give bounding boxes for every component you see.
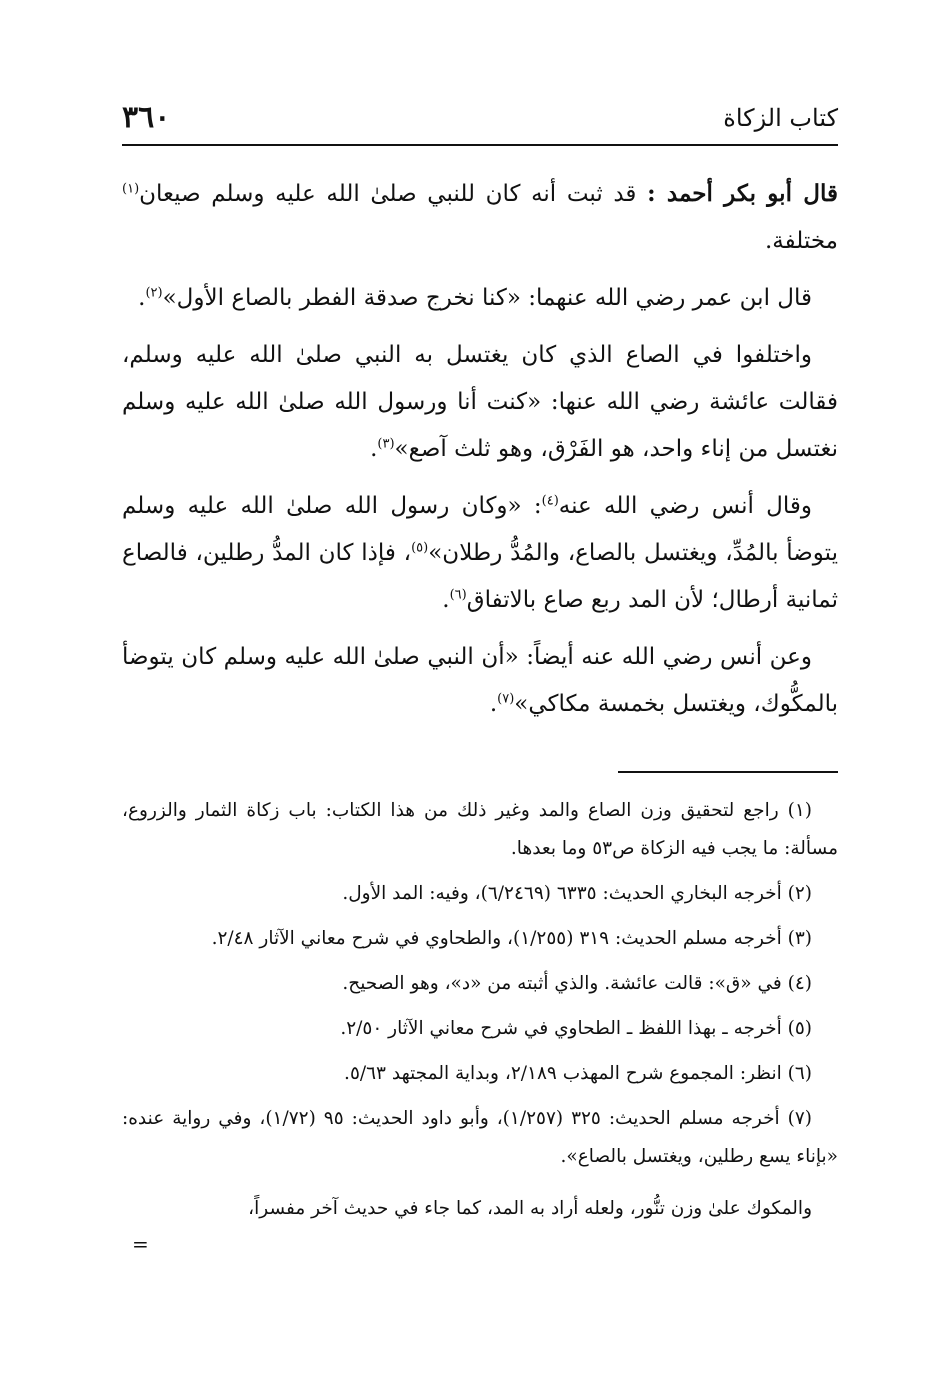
page-header <box>122 100 838 146</box>
footnote-ref-1: (١) <box>122 181 140 197</box>
main-text <box>122 170 838 738</box>
paragraph-5-text: وعن أنس رضي الله عنه أيضاً: «أن النبي صلىٰ الله عليه وسلم كان يتوضأ بالمكُّوك، ويغتسل بخمسة مكاكي» <box>122 644 838 717</box>
footnotes <box>122 792 838 1235</box>
continuation-mark: = <box>132 1232 149 1256</box>
paragraph-4-text-a: وقال أنس رضي الله عنه <box>558 493 812 519</box>
paragraph-5-end: . <box>489 691 498 717</box>
paragraph-3-text: واختلفوا في الصاع الذي كان يغتسل به النبي صلىٰ الله عليه وسلم، فقالت عائشة رضي الله عنها: «كنت أنا ورسول الله صلىٰ الله عليه وسلم نغتسل من إناء واحد، هو الفَرْق، وهو ثلث آصع» <box>122 342 838 462</box>
paragraph-2-text: قال ابن عمر رضي الله عنهما: «كنا نخرج صدقة الفطر بالصاع الأول» <box>162 285 812 311</box>
paragraph-2 <box>122 275 838 322</box>
footnote-3: (٣) أخرجه مسلم الحديث: ٣١٩ (١/٢٥٥)، والطحاوي في شرح معاني الآثار ٢/٤٨. <box>211 928 812 949</box>
footnote-ref-6: (٦) <box>449 587 467 603</box>
paragraph-4-end: . <box>442 587 450 613</box>
paragraph-1-text: قد ثبت أنه كان للنبي صلىٰ الله عليه وسلم صيعان <box>139 181 648 207</box>
footnote-ref-4: (٤) <box>541 493 559 509</box>
footnote-5: (٥) أخرجه ـ بهذا اللفظ ـ الطحاوي في شرح معاني الآثار ٢/٥٠. <box>340 1018 812 1039</box>
footnote-continuation: والمكوك علىٰ وزن تنُّور، ولعله أراد به المد، كما جاء في حديث آخر مفسراً، <box>248 1198 812 1219</box>
paragraph-1 <box>122 170 838 265</box>
footnote-6: (٦) انظر: المجموع شرح المهذب ٢/١٨٩، وبداية المجتهد ٥/٦٣. <box>344 1063 812 1084</box>
footnote-ref-5: (٥) <box>411 540 429 556</box>
paragraph-3 <box>122 332 838 473</box>
footnote-ref-7: (٧) <box>497 691 515 707</box>
running-title: كتاب الزكاة <box>723 104 838 132</box>
paragraph-4 <box>122 483 838 624</box>
paragraph-1-lead: قال أبو بكر أحمد : <box>647 180 838 207</box>
paragraph-3-end: . <box>370 436 378 462</box>
paragraph-4-text-b: : «وكان رسول الله صلىٰ الله عليه وسلم يتوضأ بالمُدِّ، ويغتسل بالصاع، والمُدُّ رطلان» <box>122 493 838 566</box>
page-number: ٣٦٠ <box>122 100 171 135</box>
footnote-ref-2: (٢) <box>145 285 163 301</box>
footnote-1: (١) راجع لتحقيق وزن الصاع والمد وغير ذلك من هذا الكتاب: باب زكاة الثمار والزروع، مسألة: ما يجب فيه الزكاة ص٥٣ وما بعدها. <box>122 800 838 859</box>
paragraph-1-end: مختلفة. <box>765 228 838 254</box>
footnote-4: (٤) في «ق»: قالت عائشة. والذي أثبته من «د»، وهو الصحيح. <box>342 973 812 994</box>
paragraph-2-end: . <box>138 285 146 311</box>
paragraph-4-text-c: ، فإذا كان المدُّ رطلين، فالصاع ثمانية أرطال؛ لأن المد ربع صاع بالاتفاق <box>122 540 838 613</box>
footnote-ref-3: (٣) <box>377 436 395 452</box>
footnote-separator <box>618 771 838 773</box>
paragraph-5 <box>122 634 838 728</box>
footnote-7: (٧) أخرجه مسلم الحديث: ٣٢٥ (١/٢٥٧)، وأبو داود الحديث: ٩٥ (١/٧٢)، وفي رواية عنده: «بإناء يسع رطلين، ويغتسل بالصاع». <box>122 1108 838 1167</box>
footnote-2: (٢) أخرجه البخاري الحديث: ٦٣٣٥ (٦/٢٤٦٩)، وفيه: المد الأول. <box>342 883 812 904</box>
